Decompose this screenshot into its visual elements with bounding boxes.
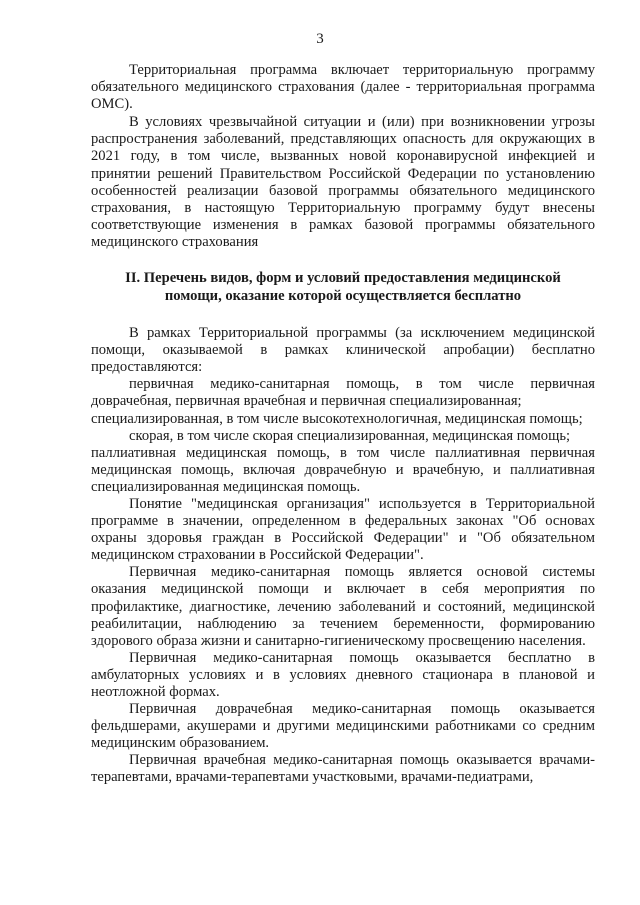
paragraph-primary-care-basis: Первичная медико-санитарная помощь является основой системы оказания медицинской помощи и включает в себя мероприятия по профилактике, диагностике, лечению заболеваний и состояний, медицинской реабилитации, наблюдению за течением беременности, формированию здорового образа жизни и санитарно-гигиеническому просвещению населения. <box>91 564 595 649</box>
document-body <box>91 62 595 787</box>
list-item-specialized-care: специализированная, в том числе высокотехнологичная, медицинская помощь; <box>91 410 583 427</box>
page-number: 3 <box>316 31 324 47</box>
paragraph-physician-care: Первичная врачебная медико-санитарная помощь оказывается врачами-терапевтами, врачами-терапевтами участковыми, врачами-педиатрами, <box>91 752 595 786</box>
paragraph-pre-physician-care: Первичная доврачебная медико-санитарная помощь оказывается фельдшерами, акушерами и другими медицинскими работниками со средним медицинским образованием. <box>91 701 595 752</box>
paragraph-territorial-program: Территориальная программа включает территориальную программу обязательного медицинского страхования (далее - территориальная программа ОМС). <box>91 62 595 113</box>
section-heading-line-2: помощи, оказание которой осуществляется бесплатно <box>164 288 522 305</box>
paragraph-medical-organization-definition: Понятие "медицинская организация" используется в Территориальной программе в значении, определенном в федеральных законах "Об основах охраны здоровья граждан в Российской Федерации" и "Об обязательном медицинском страховании в Российской Федерации". <box>91 495 595 564</box>
list-item-palliative-care: паллиативная медицинская помощь, в том числе паллиативная первичная медицинская помощь, включая доврачебную и врачебную, и паллиативная специализированная медицинская помощь. <box>91 444 595 495</box>
paragraph-primary-care-conditions: Первичная медико-санитарная помощь оказывается бесплатно в амбулаторных условиях и в условиях дневного стационара в плановой и неотложной формах. <box>91 649 595 700</box>
paragraph-free-provision: В рамках Территориальной программы (за исключением медицинской помощи, оказываемой в рамках клинической апробации) бесплатно предоставляются: <box>91 325 595 376</box>
section-heading <box>91 269 595 305</box>
section-heading-line-1: II. Перечень видов, форм и условий предоставления медицинской <box>125 270 561 287</box>
list-item-emergency-care: скорая, в том числе скорая специализированная, медицинская помощь; <box>129 427 571 444</box>
paragraph-emergency-conditions: В условиях чрезвычайной ситуации и (или) при возникновении угрозы распространения заболеваний, представляющих опасность для окружающих в 2021 году, в том числе, вызванных новой коронавирусной инфекцией и принятии решений Правительством Российской Федерации по установлению особенностей реализации базовой программы обязательного медицинского страхования, в настоящую Территориальную программу будут внесены соответствующие изменения в рамках базовой программы обязательного медицинского страхования <box>91 114 595 250</box>
list-item-primary-care: первичная медико-санитарная помощь, в том числе первичная доврачебная, первичная врачебная и первичная специализированная; <box>91 376 595 410</box>
